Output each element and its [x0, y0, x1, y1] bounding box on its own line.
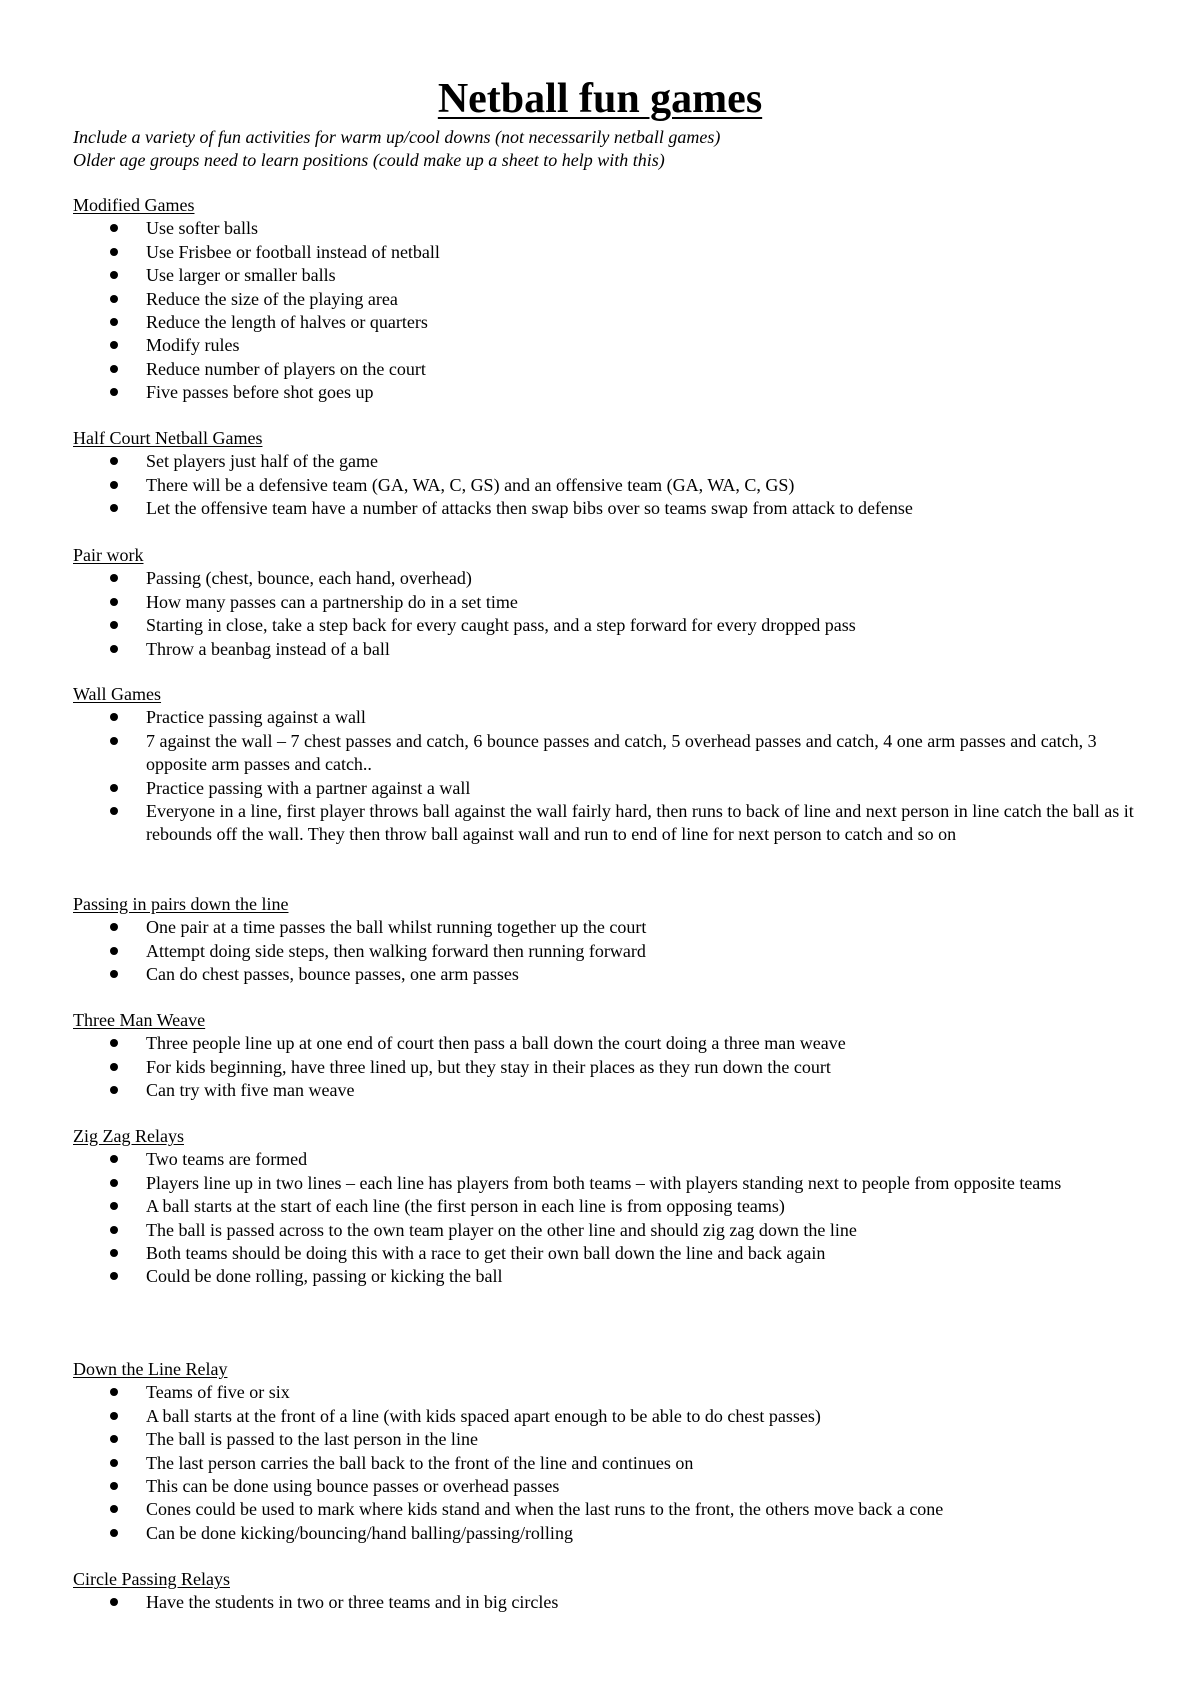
list-item: Starting in close, take a step back for every caught pass, and a step forward for every dropped pass	[73, 614, 1153, 637]
list-item: Practice passing against a wall	[73, 706, 1153, 729]
bullet-list	[73, 1032, 1153, 1102]
section-modified-games	[73, 194, 1153, 405]
list-item: How many passes can a partnership do in a set time	[73, 591, 1153, 614]
list-item: The ball is passed across to the own team player on the other line and should zig zag down the line	[73, 1219, 1153, 1242]
section-down-the-line-relay	[73, 1358, 1153, 1545]
list-item: A ball starts at the front of a line (with kids spaced apart enough to be able to do chest passes)	[73, 1405, 1153, 1428]
section-wall-games	[73, 683, 1153, 847]
section-heading: Pair work	[73, 545, 144, 565]
list-item: The last person carries the ball back to the front of the line and continues on	[73, 1452, 1153, 1475]
list-item: Use larger or smaller balls	[73, 264, 1153, 287]
list-item: Use softer balls	[73, 217, 1153, 240]
section-three-man-weave	[73, 1009, 1153, 1103]
section-heading: Wall Games	[73, 684, 162, 704]
bullet-list	[73, 217, 1153, 404]
intro-line: Older age groups need to learn positions (could make up a sheet to help with this)	[73, 150, 665, 171]
section-heading: Modified Games	[73, 195, 195, 215]
list-item: 7 against the wall – 7 chest passes and catch, 6 bounce passes and catch, 5 overhead passes and catch, 4 one arm passes and catch, 3 opposite arm passes and catch..	[73, 730, 1153, 777]
section-circle-passing-relays	[73, 1568, 1153, 1615]
list-item: Set players just half of the game	[73, 450, 1153, 473]
list-item: Reduce the size of the playing area	[73, 288, 1153, 311]
list-item: There will be a defensive team (GA, WA, C, GS) and an offensive team (GA, WA, C, GS)	[73, 474, 1153, 497]
page-title: Netball fun games	[437, 76, 763, 122]
list-item: Everyone in a line, first player throws ball against the wall fairly hard, then runs to back of line and next person in line catch the ball as it rebounds off the wall. They then throw ball against wall and run to end of line for next person to catch and so on	[73, 800, 1153, 847]
section-heading: Passing in pairs down the line	[73, 894, 289, 914]
bullet-list	[73, 450, 1153, 520]
list-item: This can be done using bounce passes or overhead passes	[73, 1475, 1153, 1498]
list-item: For kids beginning, have three lined up, but they stay in their places as they run down the court	[73, 1056, 1153, 1079]
list-item: Reduce the length of halves or quarters	[73, 311, 1153, 334]
list-item: Could be done rolling, passing or kicking the ball	[73, 1265, 1153, 1288]
list-item: Players line up in two lines – each line has players from both teams – with players standing next to people from opposite teams	[73, 1172, 1153, 1195]
list-item: Reduce number of players on the court	[73, 358, 1153, 381]
intro-notes	[73, 126, 720, 173]
list-item: Modify rules	[73, 334, 1153, 357]
list-item: Can do chest passes, bounce passes, one arm passes	[73, 963, 1153, 986]
list-item: Two teams are formed	[73, 1148, 1153, 1171]
list-item: A ball starts at the start of each line (the first person in each line is from opposing teams)	[73, 1195, 1153, 1218]
section-half-court-netball-games	[73, 427, 1153, 521]
bullet-list	[73, 1591, 1153, 1614]
list-item: Three people line up at one end of court then pass a ball down the court doing a three man weave	[73, 1032, 1153, 1055]
list-item: One pair at a time passes the ball whilst running together up the court	[73, 916, 1153, 939]
list-item: Five passes before shot goes up	[73, 381, 1153, 404]
section-heading: Down the Line Relay	[73, 1359, 228, 1379]
list-item: Can be done kicking/bouncing/hand balling/passing/rolling	[73, 1522, 1153, 1545]
list-item: The ball is passed to the last person in the line	[73, 1428, 1153, 1451]
list-item: Use Frisbee or football instead of netball	[73, 241, 1153, 264]
list-item: Have the students in two or three teams and in big circles	[73, 1591, 1153, 1614]
list-item: Teams of five or six	[73, 1381, 1153, 1404]
list-item: Can try with five man weave	[73, 1079, 1153, 1102]
section-heading: Three Man Weave	[73, 1010, 206, 1030]
section-heading: Half Court Netball Games	[73, 428, 263, 448]
intro-line: Include a variety of fun activities for warm up/cool downs (not necessarily netball games)	[73, 127, 721, 147]
list-item: Passing (chest, bounce, each hand, overhead)	[73, 567, 1153, 590]
bullet-list	[73, 706, 1153, 846]
section-passing-in-pairs	[73, 893, 1153, 987]
bullet-list	[73, 1381, 1153, 1545]
section-zig-zag-relays	[73, 1125, 1153, 1289]
list-item: Attempt doing side steps, then walking forward then running forward	[73, 940, 1153, 963]
section-pair-work	[73, 544, 1153, 661]
section-heading: Circle Passing Relays	[73, 1569, 230, 1589]
list-item: Throw a beanbag instead of a ball	[73, 638, 1153, 661]
list-item: Let the offensive team have a number of attacks then swap bibs over so teams swap from attack to defense	[73, 497, 1153, 520]
bullet-list	[73, 916, 1153, 986]
list-item: Practice passing with a partner against a wall	[73, 777, 1153, 800]
bullet-list	[73, 1148, 1153, 1288]
section-heading: Zig Zag Relays	[73, 1126, 184, 1146]
list-item: Both teams should be doing this with a race to get their own ball down the line and back again	[73, 1242, 1153, 1265]
bullet-list	[73, 567, 1153, 661]
list-item: Cones could be used to mark where kids stand and when the last runs to the front, the others move back a cone	[73, 1498, 1153, 1521]
